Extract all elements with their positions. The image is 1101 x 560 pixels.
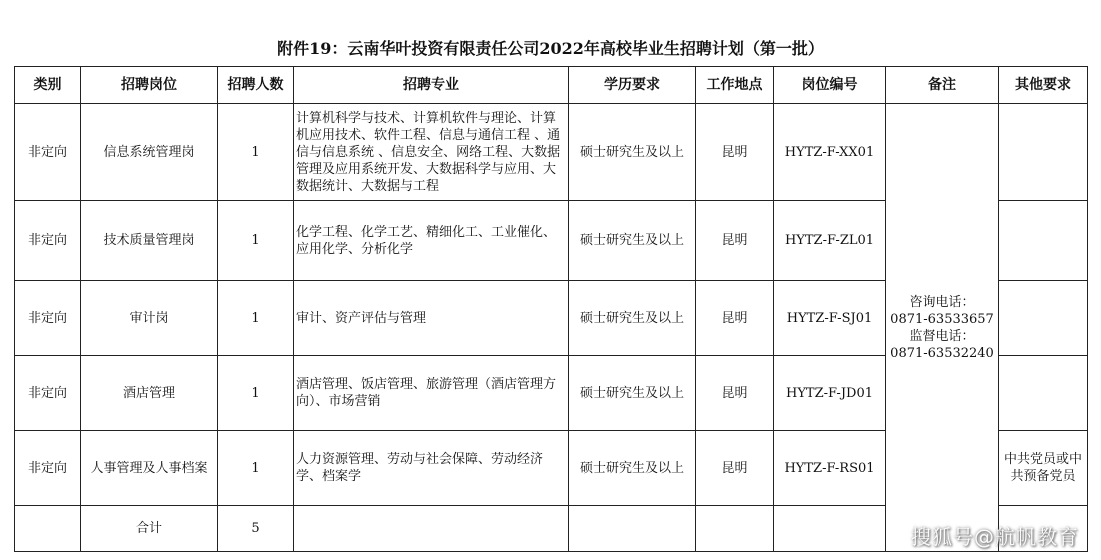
total-code: [774, 506, 886, 552]
row-majors: 人力资源管理、劳动与社会保障、劳动经济学、档案学: [294, 431, 569, 506]
row-location: 昆明: [696, 104, 774, 201]
row-code: HYTZ-F-SJ01: [774, 281, 886, 356]
supervise-phone-number: 0871-63532240: [890, 345, 994, 361]
header-location: 工作地点: [696, 67, 774, 104]
row-position: 技术质量管理岗: [81, 201, 218, 281]
consult-phone-label: 咨询电话：: [909, 294, 975, 310]
row-code: HYTZ-F-ZL01: [774, 201, 886, 281]
row-count: 1: [218, 104, 294, 201]
row-majors: 审计、资产评估与管理: [294, 281, 569, 356]
row-location: 昆明: [696, 281, 774, 356]
row-location: 昆明: [696, 431, 774, 506]
row-other: [999, 356, 1088, 431]
header-code: 岗位编号: [774, 67, 886, 104]
header-note: 备注: [886, 67, 999, 104]
supervise-phone-label: 监督电话：: [909, 328, 975, 344]
row-education: 硕士研究生及以上: [569, 356, 696, 431]
consult-phone-number: 0871-63533657: [890, 311, 994, 327]
row-education: 硕士研究生及以上: [569, 281, 696, 356]
row-code: HYTZ-F-JD01: [774, 356, 886, 431]
header-position: 招聘岗位: [81, 67, 218, 104]
note-cell: [886, 104, 999, 552]
header-category: 类别: [15, 67, 81, 104]
row-education: 硕士研究生及以上: [569, 104, 696, 201]
header-other: 其他要求: [999, 67, 1088, 104]
document-title: 附件19：云南华叶投资有限责任公司2022年高校毕业生招聘计划（第一批）: [277, 39, 824, 58]
row-category: 非定向: [15, 104, 81, 201]
row-count: 1: [218, 281, 294, 356]
total-count: 5: [218, 506, 294, 552]
row-position: 信息系统管理岗: [81, 104, 218, 201]
row-majors: 计算机科学与技术、计算机软件与理论、计算机应用技术、软件工程、信息与通信工程 、通信与信息系统 、信息安全、网络工程、大数据管理及应用系统开发、大数据科学与应用、大数据统计、大数据与工程: [294, 104, 569, 201]
row-other: 中共党员或中共预备党员: [999, 431, 1088, 506]
row-category: 非定向: [15, 201, 81, 281]
row-position: 审计岗: [81, 281, 218, 356]
row-majors: 化学工程、化学工艺、精细化工、工业催化、应用化学、分析化学: [294, 201, 569, 281]
header-education: 学历要求: [569, 67, 696, 104]
row-code: HYTZ-F-RS01: [774, 431, 886, 506]
row-category: 非定向: [15, 431, 81, 506]
row-count: 1: [218, 201, 294, 281]
total-category: [15, 506, 81, 552]
row-majors: 酒店管理、饭店管理、旅游管理（酒店管理方向）、市场营销: [294, 356, 569, 431]
header-count: 招聘人数: [218, 67, 294, 104]
total-majors: [294, 506, 569, 552]
header-row: [15, 67, 1088, 104]
row-other: [999, 281, 1088, 356]
total-education: [569, 506, 696, 552]
row-category: 非定向: [15, 281, 81, 356]
header-majors: 招聘专业: [294, 67, 569, 104]
row-code: HYTZ-F-XX01: [774, 104, 886, 201]
row-position: 酒店管理: [81, 356, 218, 431]
row-category: 非定向: [15, 356, 81, 431]
row-other: [999, 201, 1088, 281]
row-count: 1: [218, 431, 294, 506]
table-row: [15, 104, 1088, 201]
row-education: 硕士研究生及以上: [569, 431, 696, 506]
row-other: [999, 104, 1088, 201]
recruitment-table: [14, 66, 1088, 552]
total-label: 合计: [81, 506, 218, 552]
row-location: 昆明: [696, 201, 774, 281]
row-count: 1: [218, 356, 294, 431]
watermark: 搜狐号@航帆教育: [911, 525, 1079, 549]
row-location: 昆明: [696, 356, 774, 431]
row-education: 硕士研究生及以上: [569, 201, 696, 281]
total-location: [696, 506, 774, 552]
row-position: 人事管理及人事档案: [81, 431, 218, 506]
